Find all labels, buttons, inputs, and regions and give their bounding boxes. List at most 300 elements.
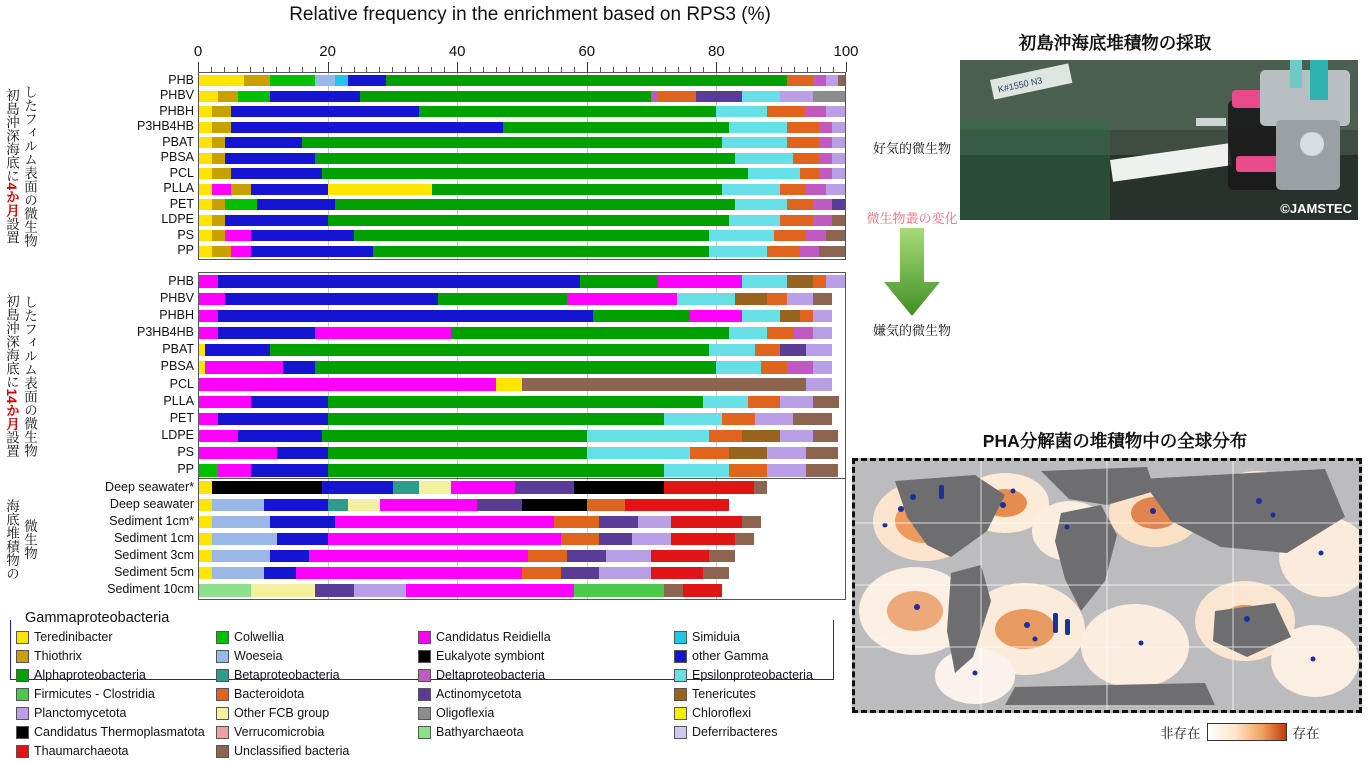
- bar-segment: [767, 464, 806, 476]
- bar-segment: [199, 516, 212, 528]
- bar-segment: [748, 168, 800, 179]
- bar-row-label: Sediment 3cm: [114, 548, 194, 563]
- bar-segment: [212, 246, 231, 257]
- bar-segment: [561, 567, 600, 579]
- bar-segment: [199, 153, 212, 164]
- bar-segment: [767, 246, 799, 257]
- bar-segment: [212, 499, 264, 511]
- bar-segment: [360, 91, 651, 102]
- legend-swatch: [216, 631, 229, 644]
- bar-segment: [199, 396, 251, 408]
- bar-segment: [742, 430, 781, 442]
- bar-segment: [354, 230, 709, 241]
- bar-segment: [671, 516, 742, 528]
- bar-segment: [819, 122, 832, 133]
- x-tick-label: 40: [448, 43, 466, 60]
- bar-row-label: PBAT: [162, 342, 194, 357]
- bar-segment: [813, 91, 845, 102]
- bar-segment: [515, 481, 573, 493]
- bar-segment: [328, 499, 347, 511]
- bar-segment: [729, 447, 768, 459]
- bar-segment: [522, 378, 806, 390]
- stacked-bar: [199, 447, 845, 459]
- bar-segment: [251, 184, 329, 195]
- legend-row: [6, 725, 844, 744]
- bar-segment: [813, 293, 832, 305]
- anaerobic-label: 嫌気的微生物: [872, 323, 951, 338]
- bar-segment: [767, 447, 806, 459]
- legend-item: [418, 630, 551, 644]
- plot-panel-14months: [198, 272, 846, 480]
- legend-swatch: [16, 631, 29, 644]
- bar-segment: [199, 230, 212, 241]
- stacked-bar: [199, 464, 845, 476]
- group1-vertical-label-2: したフィルム表面の微生物: [22, 85, 37, 247]
- bar-segment: [813, 199, 832, 210]
- bar-segment: [225, 215, 328, 226]
- x-tick-label: 20: [319, 43, 336, 60]
- legend-swatch: [216, 745, 229, 758]
- bar-segment: [819, 137, 832, 148]
- bar-segment: [826, 106, 845, 117]
- bar-row-label: P3HB4HB: [137, 325, 194, 340]
- bar-segment: [793, 413, 832, 425]
- bar-segment: [277, 447, 329, 459]
- bar-segment: [651, 550, 709, 562]
- bar-segment: [755, 344, 781, 356]
- bar-segment: [826, 75, 839, 86]
- bar-segment: [212, 481, 322, 493]
- bar-segment: [218, 310, 593, 322]
- bar-segment: [257, 199, 335, 210]
- bar-segment: [212, 184, 231, 195]
- bar-row-label: Sediment 1cm*: [109, 513, 194, 528]
- bar-segment: [231, 246, 250, 257]
- bar-row-label: LDPE: [161, 212, 194, 227]
- bar-segment: [651, 567, 703, 579]
- legend-item: [216, 725, 324, 739]
- bar-segment: [451, 481, 516, 493]
- legend-swatch: [418, 688, 431, 701]
- legend-item: [674, 630, 740, 644]
- map-legend-gradient: [1207, 723, 1287, 741]
- legend-item: [216, 687, 304, 701]
- legend-item: [16, 687, 155, 701]
- legend-label: Firmicutes - Clostridia: [34, 687, 155, 701]
- legend-label: Deltaproteobacteria: [436, 668, 546, 682]
- bar-segment: [212, 137, 225, 148]
- bar-segment: [793, 327, 812, 339]
- legend-item: [16, 649, 82, 663]
- legend-swatch: [16, 650, 29, 663]
- map-legend-high: 存在: [1292, 726, 1320, 741]
- photo-panel-title: 初島沖海底堆積物の採取: [1018, 33, 1212, 53]
- bar-segment: [322, 430, 587, 442]
- legend-item: [16, 725, 205, 739]
- bar-segment: [625, 499, 728, 511]
- bar-segment: [251, 230, 354, 241]
- bar-segment: [315, 361, 716, 373]
- bar-segment: [826, 230, 845, 241]
- bar-row-label: PET: [169, 196, 194, 211]
- legend-item: [216, 706, 329, 720]
- bar-segment: [528, 550, 567, 562]
- bar-segment: [270, 516, 335, 528]
- legend-item: [16, 630, 113, 644]
- bar-segment: [212, 230, 225, 241]
- bar-segment: [722, 184, 780, 195]
- stacked-bar: [199, 293, 845, 305]
- bar-segment: [716, 106, 768, 117]
- stacked-bar: [199, 184, 845, 195]
- stacked-bar: [199, 122, 845, 133]
- shift-label: 微生物叢の変化: [866, 211, 958, 226]
- bar-segment: [264, 567, 296, 579]
- legend-item: [216, 668, 340, 682]
- bar-segment: [225, 137, 303, 148]
- bar-segment: [838, 75, 844, 86]
- bar-segment: [264, 499, 329, 511]
- legend-group-title: Gammaproteobacteria: [20, 610, 174, 626]
- legend-item: [674, 706, 751, 720]
- bar-row-label: PHB: [168, 72, 194, 87]
- bar-segment: [767, 293, 786, 305]
- stacked-bar: [199, 430, 845, 442]
- bar-segment: [199, 275, 218, 287]
- legend-label: Bathyarchaeota: [436, 725, 524, 739]
- bar-segment: [813, 361, 832, 373]
- stacked-bar: [199, 199, 845, 210]
- bar-segment: [335, 75, 348, 86]
- bar-segment: [722, 413, 754, 425]
- bar-segment: [238, 430, 322, 442]
- bar-segment: [690, 447, 729, 459]
- bar-segment: [335, 516, 555, 528]
- legend-label: Betaproteobacteria: [234, 668, 340, 682]
- bar-segment: [328, 464, 664, 476]
- bar-segment: [587, 499, 626, 511]
- bar-segment: [819, 153, 832, 164]
- bar-segment: [205, 361, 283, 373]
- stacked-bar: [199, 230, 845, 241]
- bar-row-label: PP: [177, 243, 194, 258]
- legend-swatch: [216, 707, 229, 720]
- bar-segment: [787, 361, 813, 373]
- bar-segment: [806, 344, 832, 356]
- bar-segment: [322, 481, 393, 493]
- chart-legend: [6, 608, 844, 758]
- bar-segment: [380, 499, 477, 511]
- bar-segment: [664, 413, 722, 425]
- bar-segment: [767, 327, 793, 339]
- legend-item: [216, 630, 284, 644]
- bar-segment: [373, 246, 709, 257]
- bar-segment: [593, 310, 690, 322]
- bar-segment: [709, 550, 735, 562]
- legend-swatch: [16, 669, 29, 682]
- bar-segment: [328, 396, 703, 408]
- bar-segment: [199, 550, 212, 562]
- legend-label: Eukalyote symbiont: [436, 649, 545, 663]
- bar-segment: [199, 246, 212, 257]
- bar-segment: [709, 430, 741, 442]
- bar-segment: [729, 327, 768, 339]
- legend-label: Colwellia: [234, 630, 285, 644]
- bar-segment: [315, 153, 735, 164]
- bar-segment: [826, 184, 845, 195]
- bar-segment: [218, 327, 315, 339]
- bar-segment: [806, 230, 825, 241]
- legend-item: [674, 668, 813, 682]
- bar-segment: [832, 199, 845, 210]
- bar-segment: [638, 516, 670, 528]
- legend-label: Candidatus Reidiella: [436, 630, 551, 644]
- bar-segment: [658, 91, 697, 102]
- bar-row-label: PP: [177, 462, 194, 477]
- legend-swatch: [418, 726, 431, 739]
- legend-item: [216, 744, 349, 758]
- bar-segment: [787, 275, 813, 287]
- legend-label: Teredinibacter: [34, 630, 113, 644]
- legend-swatch: [16, 745, 29, 758]
- bar-row-label: LDPE: [161, 428, 194, 443]
- bar-segment: [348, 499, 380, 511]
- legend-swatch: [418, 650, 431, 663]
- bar-row-label: PHBH: [159, 307, 194, 322]
- legend-label: Thaumarchaeota: [34, 744, 129, 758]
- bar-segment: [664, 584, 683, 596]
- stacked-bar: [199, 516, 845, 528]
- legend-row: [6, 744, 844, 763]
- bar-segment: [606, 550, 651, 562]
- aerobic-label: 好気的微生物: [872, 141, 951, 156]
- bar-segment: [212, 533, 277, 545]
- bar-segment: [199, 499, 212, 511]
- legend-label: Deferribacteres: [692, 725, 778, 739]
- global-distribution-map: [852, 458, 1362, 713]
- bar-segment: [832, 122, 845, 133]
- bar-segment: [199, 584, 251, 596]
- bar-segment: [599, 567, 651, 579]
- legend-label: Bacteroidota: [234, 687, 305, 701]
- stacked-bar: [199, 168, 845, 179]
- bar-segment: [703, 396, 748, 408]
- bar-segment: [296, 567, 522, 579]
- bar-segment: [419, 106, 716, 117]
- bar-segment: [503, 122, 729, 133]
- bar-segment: [709, 246, 767, 257]
- bar-segment: [587, 447, 690, 459]
- bar-segment: [800, 310, 813, 322]
- stacked-bar: [199, 106, 845, 117]
- bar-segment: [477, 499, 522, 511]
- bar-segment: [225, 293, 438, 305]
- bar-segment: [522, 567, 561, 579]
- legend-swatch: [16, 688, 29, 701]
- map-panel-title: PHA分解菌の堆積物中の全球分布: [982, 431, 1248, 451]
- bar-segment: [587, 430, 710, 442]
- bar-segment: [406, 584, 574, 596]
- bar-segment: [309, 550, 529, 562]
- legend-item: [418, 649, 544, 663]
- bar-row-label: PET: [169, 410, 194, 425]
- bar-segment: [742, 275, 787, 287]
- seafloor-sampling-photo: [960, 60, 1358, 220]
- plot-panel-sediment: [198, 478, 846, 600]
- stacked-bar: [199, 153, 845, 164]
- legend-item: [674, 649, 768, 663]
- bar-row-label: PHBV: [159, 290, 194, 305]
- stacked-bar: [199, 413, 845, 425]
- bar-segment: [780, 310, 799, 322]
- bar-segment: [819, 168, 832, 179]
- bar-segment: [212, 168, 231, 179]
- bar-segment: [335, 199, 736, 210]
- bar-segment: [199, 378, 496, 390]
- bar-segment: [780, 430, 812, 442]
- photo-credit: ©JAMSTEC: [1280, 201, 1352, 216]
- bar-segment: [832, 215, 845, 226]
- bar-segment: [671, 533, 736, 545]
- bar-segment: [225, 153, 315, 164]
- bar-segment: [251, 246, 374, 257]
- bar-segment: [806, 447, 838, 459]
- bar-segment: [780, 396, 812, 408]
- x-axis: [193, 43, 859, 72]
- bar-segment: [393, 481, 419, 493]
- row-labels-group1: [0, 72, 194, 260]
- bar-segment: [780, 215, 812, 226]
- legend-swatch: [418, 669, 431, 682]
- bar-segment: [735, 199, 787, 210]
- microbiome-shift-arrow: [860, 120, 970, 350]
- bar-segment: [806, 106, 825, 117]
- stacked-bar: [199, 310, 845, 322]
- legend-label: Candidatus Thermoplasmatota: [34, 725, 205, 739]
- legend-label: Actinomycetota: [436, 687, 522, 701]
- bar-segment: [199, 184, 212, 195]
- legend-label: Verrucomicrobia: [234, 725, 325, 739]
- bar-segment: [780, 91, 812, 102]
- x-tick-label: 80: [708, 43, 725, 60]
- bar-segment: [419, 481, 451, 493]
- bar-segment: [735, 153, 793, 164]
- bar-segment: [432, 184, 723, 195]
- bar-segment: [212, 550, 270, 562]
- map-legend: [1160, 722, 1320, 742]
- bar-segment: [199, 293, 225, 305]
- bar-segment: [212, 516, 270, 528]
- stacked-bar: [199, 533, 845, 545]
- legend-row: [6, 630, 844, 649]
- bar-segment: [696, 91, 741, 102]
- bar-segment: [658, 275, 742, 287]
- legend-label: Simiduia: [692, 630, 740, 644]
- bar-segment: [819, 246, 845, 257]
- legend-swatch: [674, 631, 687, 644]
- bar-segment: [231, 106, 418, 117]
- x-tick: [846, 62, 847, 72]
- x-tick-label: 100: [833, 43, 859, 60]
- bar-segment: [231, 122, 502, 133]
- bar-segment: [800, 246, 819, 257]
- legend-item: [418, 687, 521, 701]
- row-labels-group3: [0, 478, 194, 600]
- legend-swatch: [674, 669, 687, 682]
- legend-row: [6, 668, 844, 687]
- bar-segment: [574, 584, 664, 596]
- group3-vertical-label: 海底堆積物の: [4, 498, 19, 580]
- bar-row-label: PHBH: [159, 103, 194, 118]
- bar-segment: [328, 184, 431, 195]
- bar-segment: [735, 293, 767, 305]
- bar-segment: [787, 199, 813, 210]
- bar-segment: [780, 184, 806, 195]
- bar-segment: [806, 464, 838, 476]
- bar-segment: [238, 91, 270, 102]
- bar-segment: [774, 230, 806, 241]
- bar-row-label: PS: [177, 445, 194, 460]
- legend-label: Alphaproteobacteria: [34, 668, 146, 682]
- bar-segment: [496, 378, 522, 390]
- bar-segment: [574, 481, 664, 493]
- bar-segment: [270, 91, 360, 102]
- legend-item: [216, 649, 282, 663]
- bar-segment: [199, 447, 277, 459]
- bar-segment: [199, 327, 218, 339]
- bar-segment: [580, 275, 658, 287]
- bar-segment: [354, 584, 406, 596]
- x-tick: [587, 62, 588, 72]
- bar-segment: [632, 533, 671, 545]
- bar-row-label: Deep seawater*: [105, 479, 194, 494]
- x-tick: [198, 62, 199, 72]
- legend-swatch: [216, 650, 229, 663]
- bar-segment: [599, 533, 631, 545]
- legend-row: [6, 687, 844, 706]
- legend-item: [674, 687, 756, 701]
- bar-segment: [716, 361, 761, 373]
- bar-segment: [664, 481, 754, 493]
- bar-row-label: PBSA: [160, 359, 194, 374]
- legend-label: Unclassified bacteria: [234, 744, 350, 758]
- bar-segment: [806, 184, 825, 195]
- legend-swatch: [674, 688, 687, 701]
- legend-label: Other FCB group: [234, 706, 330, 720]
- bar-segment: [244, 75, 270, 86]
- bar-segment: [703, 567, 729, 579]
- bar-segment: [199, 168, 212, 179]
- legend-swatch: [674, 650, 687, 663]
- bar-segment: [231, 184, 250, 195]
- bar-segment: [199, 413, 218, 425]
- bar-segment: [315, 327, 451, 339]
- x-tick-label: 60: [578, 43, 596, 60]
- bar-segment: [218, 275, 580, 287]
- bar-row-label: P3HB4HB: [137, 119, 194, 134]
- bar-segment: [231, 168, 321, 179]
- legend-swatch: [418, 707, 431, 720]
- bar-segment: [212, 106, 231, 117]
- stacked-bar: [199, 481, 845, 493]
- group3-vertical-label-2: 微生物: [22, 518, 37, 560]
- bar-segment: [212, 122, 231, 133]
- bar-segment: [722, 137, 787, 148]
- bar-segment: [199, 91, 218, 102]
- legend-swatch: [674, 726, 687, 739]
- bar-segment: [742, 310, 781, 322]
- bar-segment: [800, 168, 819, 179]
